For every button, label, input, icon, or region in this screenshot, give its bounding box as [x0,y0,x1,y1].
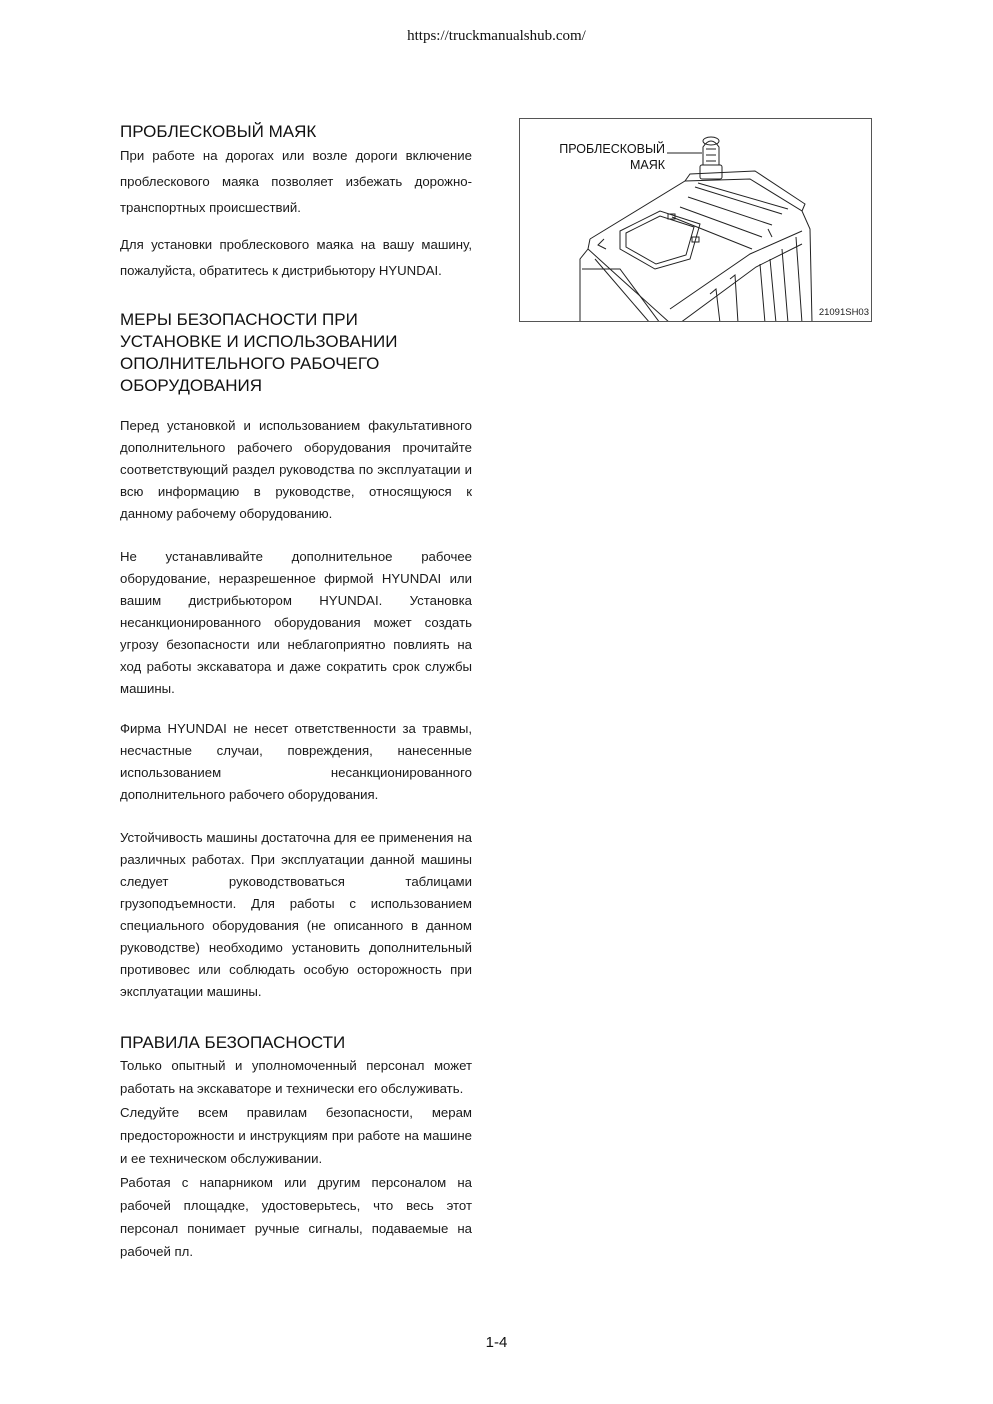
optional-paragraph-4-wrap [120,827,472,1003]
beacon-paragraph-1: При работе на дорогах или возле дороги включение проблескового маяка позволяет избежать дорожно-транспортных происшествий. [120,148,472,215]
optional-paragraph-3: Фирма HYUNDAI не несет ответственности за травмы, несчастные случаи, повреждения, нанесенные использованием несанкционированного дополнительного рабочего оборудования. [120,721,472,802]
section-title-optional-line-4: ОБОРУДОВАНИЯ [120,376,263,395]
optional-paragraph-4: Устойчивость машины достаточна для ее применения на различных работах. При эксплуатации данной машины следует руководствоваться таблицами грузоподъемности. Для работы с использованием специального оборудования (не описанного в данном руководстве) необходимо установить дополнительный противовес или соблюдать особую осторожность при эксплуатации машины. [120,830,472,999]
rules-paragraph-3: Работая с напарником или другим персоналом на рабочей площадке, удостоверьтесь, что весь этот персонал понимает ручные сигналы, подаваемые на рабочей пл. [120,1175,472,1259]
beacon-paragraph-2: Для установки проблескового маяка на вашу машину, пожалуйста, обратитесь к дистрибьютору HYUNDAI. [120,237,472,278]
figure-label-line-2: МАЯК [629,158,665,172]
rules-paragraph-2: Следуйте всем правилам безопасности, мерам предосторожности и инструкциям при работе на машине и ее техническом обслуживании. [120,1105,472,1166]
section-rules [120,1032,472,1263]
section-optional-title-block [120,309,472,397]
section-title-optional-line-2: УСТАНОВКЕ И ИСПОЛЬЗОВАНИИ [120,332,398,351]
figure-label-line-1: ПРОБЛЕСКОВЫЙ [559,142,665,156]
rules-paragraph-1: Только опытный и уполномоченный персонал может работать на экскаваторе и технически его обслуживать. [120,1058,472,1096]
section-title-optional-line-1: МЕРЫ БЕЗОПАСНОСТИ ПРИ [120,310,358,329]
page-number: 1-4 [485,1334,508,1351]
figure-label [548,141,665,173]
section-beacon [120,121,472,284]
section-title-beacon: ПРОБЛЕСКОВЫЙ МАЯК [120,122,317,141]
beacon-figure [519,118,872,322]
section-title-optional-line-3: ОПОЛНИТЕЛЬНОГО РАБОЧЕГО [120,354,380,373]
source-url: https://truckmanualshub.com/ [407,28,586,44]
optional-paragraph-2-wrap [120,546,472,700]
optional-paragraph-1: Перед установкой и использованием факультативного дополнительного рабочего оборудования прочитайте соответствующий раздел руководства по эксплуатации и всю информацию в руководстве, относящуюся к данному рабочему оборудованию. [120,418,472,521]
optional-paragraph-2: Не устанавливайте дополнительное рабочее оборудование, неразрешенное фирмой HYUNDAI или вашим дистрибьютором HYUNDAI. Установка несанкционированного оборудования может создать угрозу безопасности или неблагоприятно повлиять на ход работы экскаватора и даже сократить срок службы машины. [120,549,472,696]
optional-paragraph-3-wrap [120,718,472,806]
optional-paragraph-1-wrap [120,415,472,525]
figure-code: 21091SH03 [818,307,869,318]
section-title-rules: ПРАВИЛА БЕЗОПАСНОСТИ [120,1033,346,1052]
